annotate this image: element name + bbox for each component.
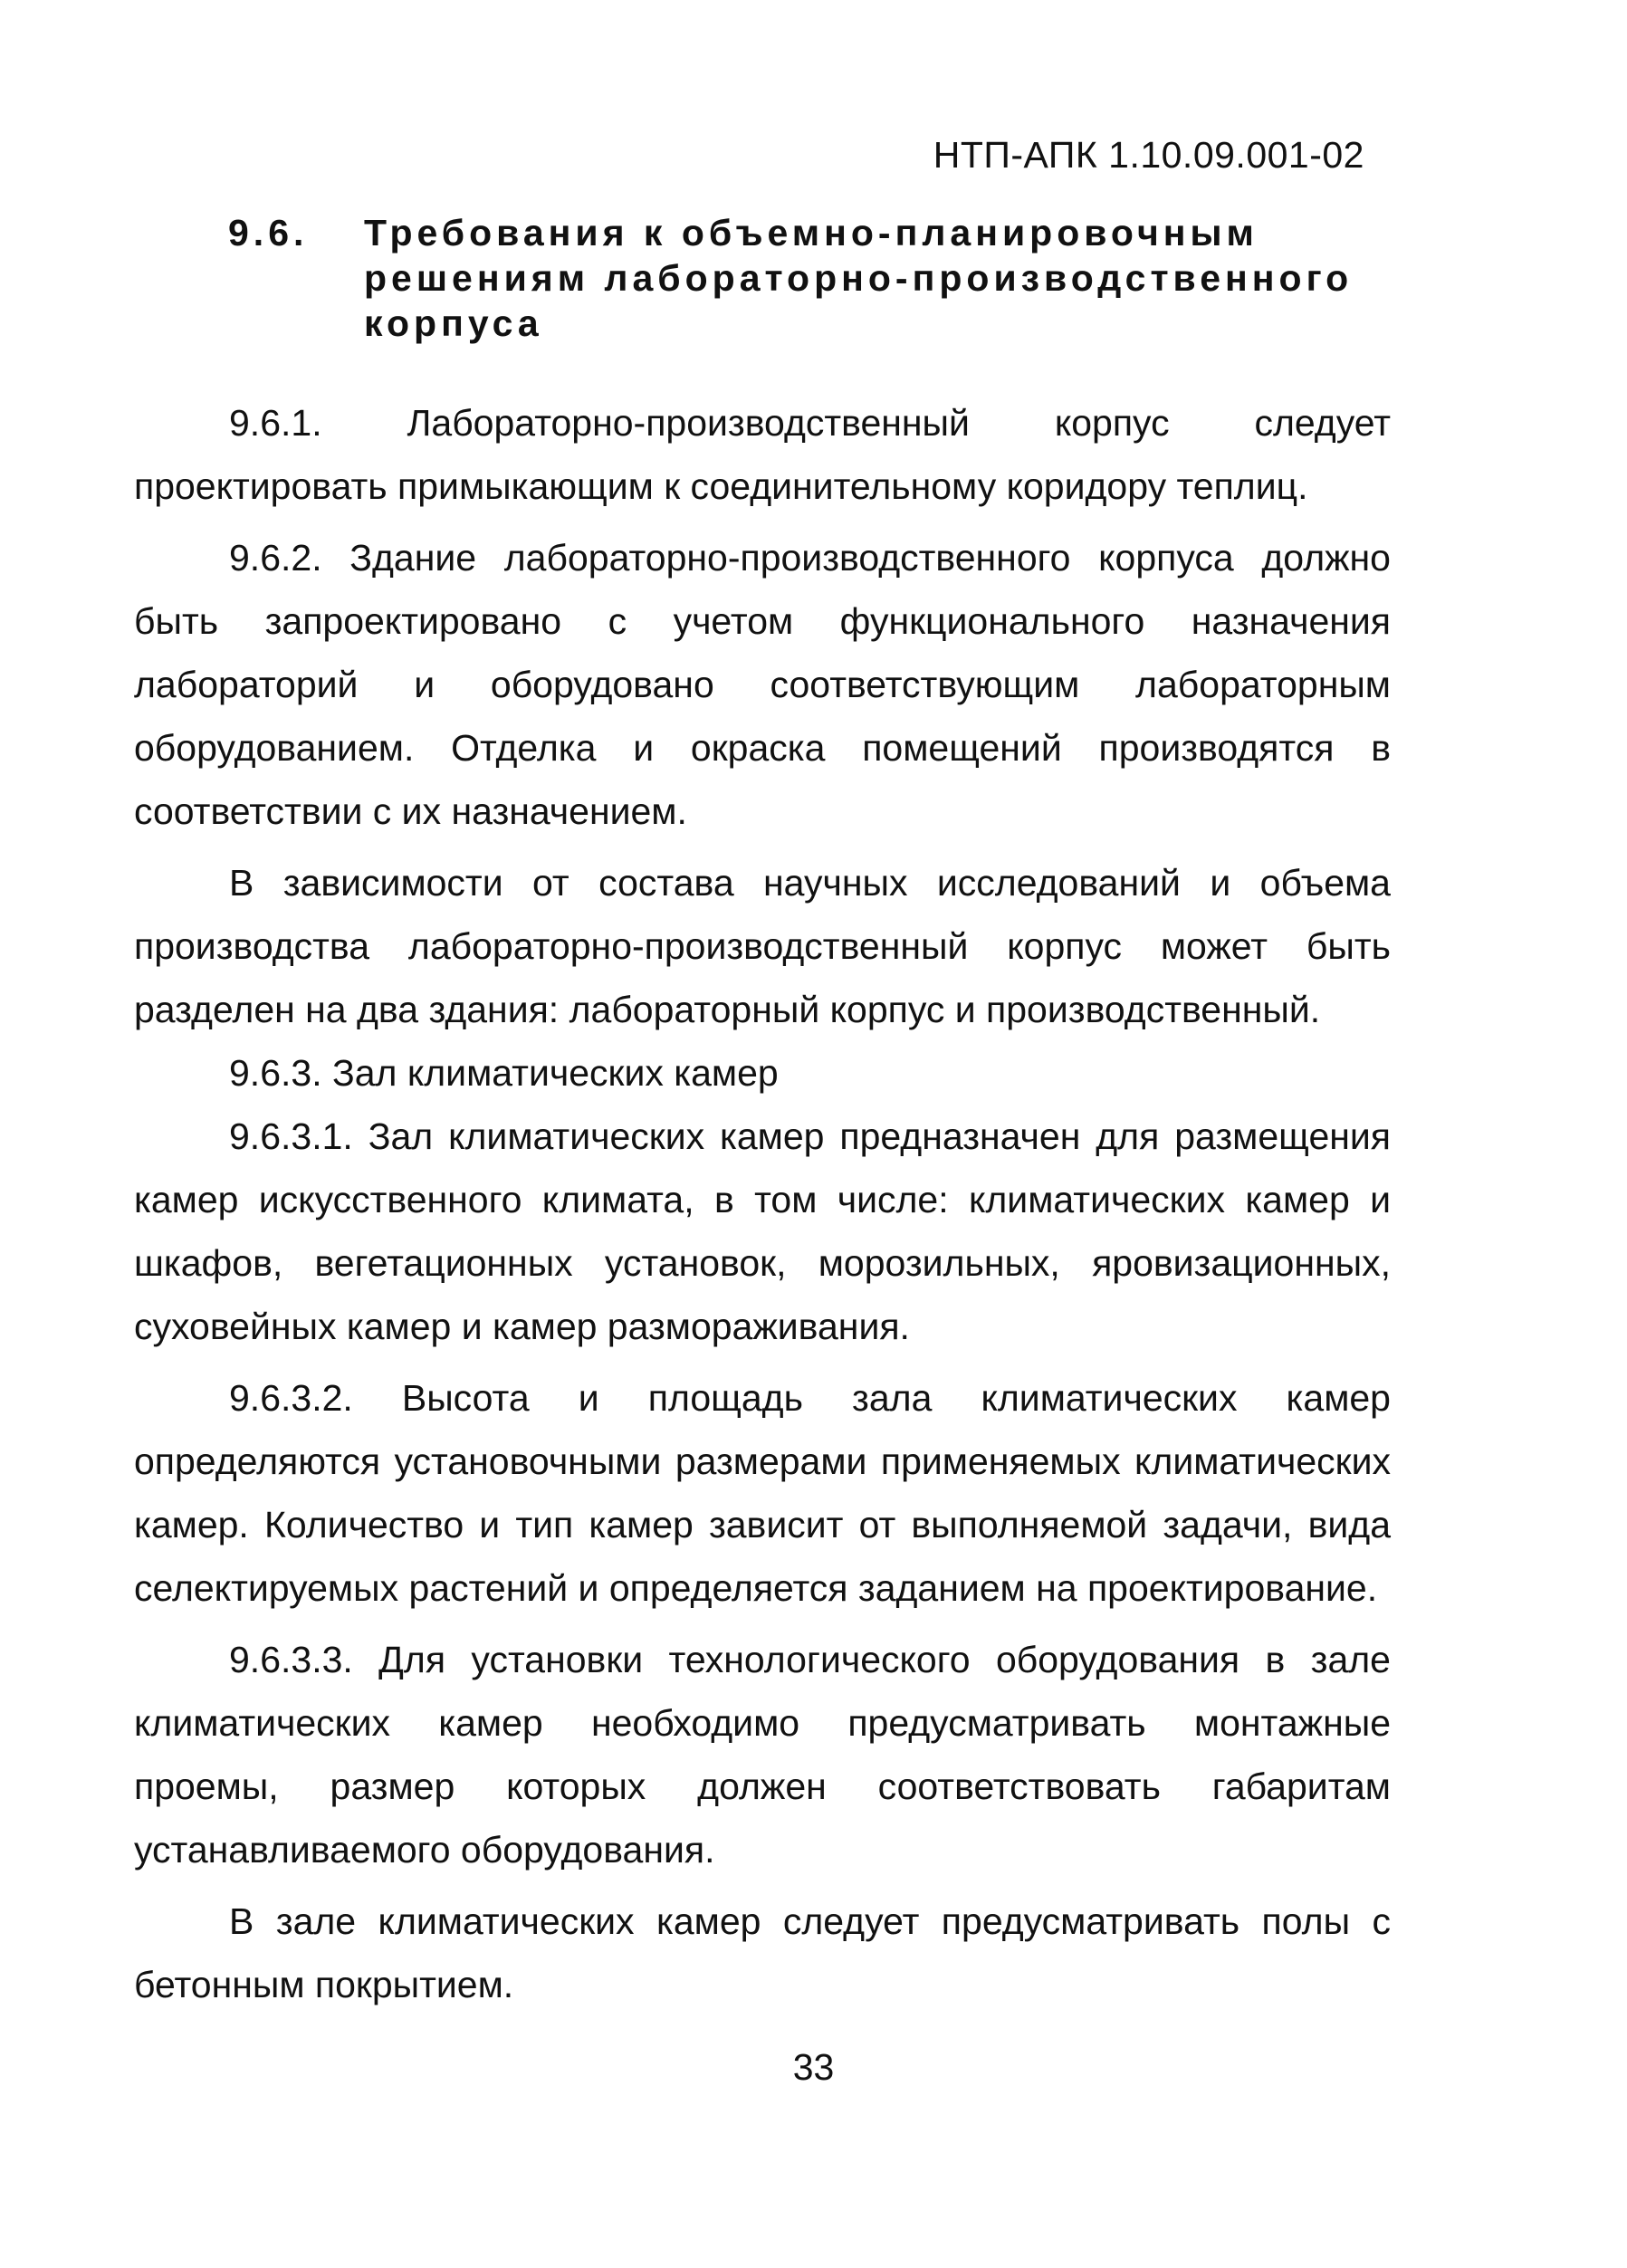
page-number: 33 (792, 2046, 835, 2088)
section-title: Требования к объемно-планировочным решениям лабораторно-производственного корпуса (364, 212, 1354, 344)
paragraph-9-6-3-3: 9.6.3.3. Для установки технологического оборудования в зале климатических камер необходимо предусматривать монтажные проемы, размер которых должен соответствовать габаритам устанавливаемого оборудования. (134, 1639, 1391, 1871)
paragraph-building-division: В зависимости от состава научных исследований и объема производства лабораторно-производственный корпус может быть разделен на два здания: лабораторный корпус и производственный. (134, 862, 1391, 1030)
document-code: НТП-АПК 1.10.09.001-02 (933, 134, 1364, 176)
paragraph-9-6-3-1: 9.6.3.1. Зал климатических камер предназначен для размещения камер искусственного климата, в том числе: климатических камер и шкафов, вегетационных установок, морозильных, яровизационных, суховейных камер и камер размораживания. (134, 1115, 1391, 1347)
paragraph-9-6-2: 9.6.2. Здание лабораторно-производственного корпуса должно быть запроектировано с учетом функционального назначения лабораторий и оборудовано соответствующим лабораторным оборудованием. Отделка и окраска помещений производятся в соответствии с их назначением. (134, 537, 1391, 832)
section-number: 9.6. (228, 212, 309, 254)
paragraph-9-6-3: 9.6.3. Зал климатических камер (229, 1052, 779, 1094)
paragraph-floor-covering: В зале климатических камер следует предусматривать полы с бетонным покрытием. (134, 1900, 1391, 2005)
paragraph-9-6-3-2: 9.6.3.2. Высота и площадь зала климатических камер определяются установочными размерами применяемых климатических камер. Количество и тип камер зависит от выполняемой задачи, вида селектируемых растений и определяется заданием на проектирование. (134, 1377, 1391, 1609)
paragraph-9-6-1: 9.6.1. Лабораторно-производственный корпус следует проектировать примыкающим к соединительному коридору теплиц. (134, 402, 1391, 507)
body-text (134, 391, 1391, 2016)
